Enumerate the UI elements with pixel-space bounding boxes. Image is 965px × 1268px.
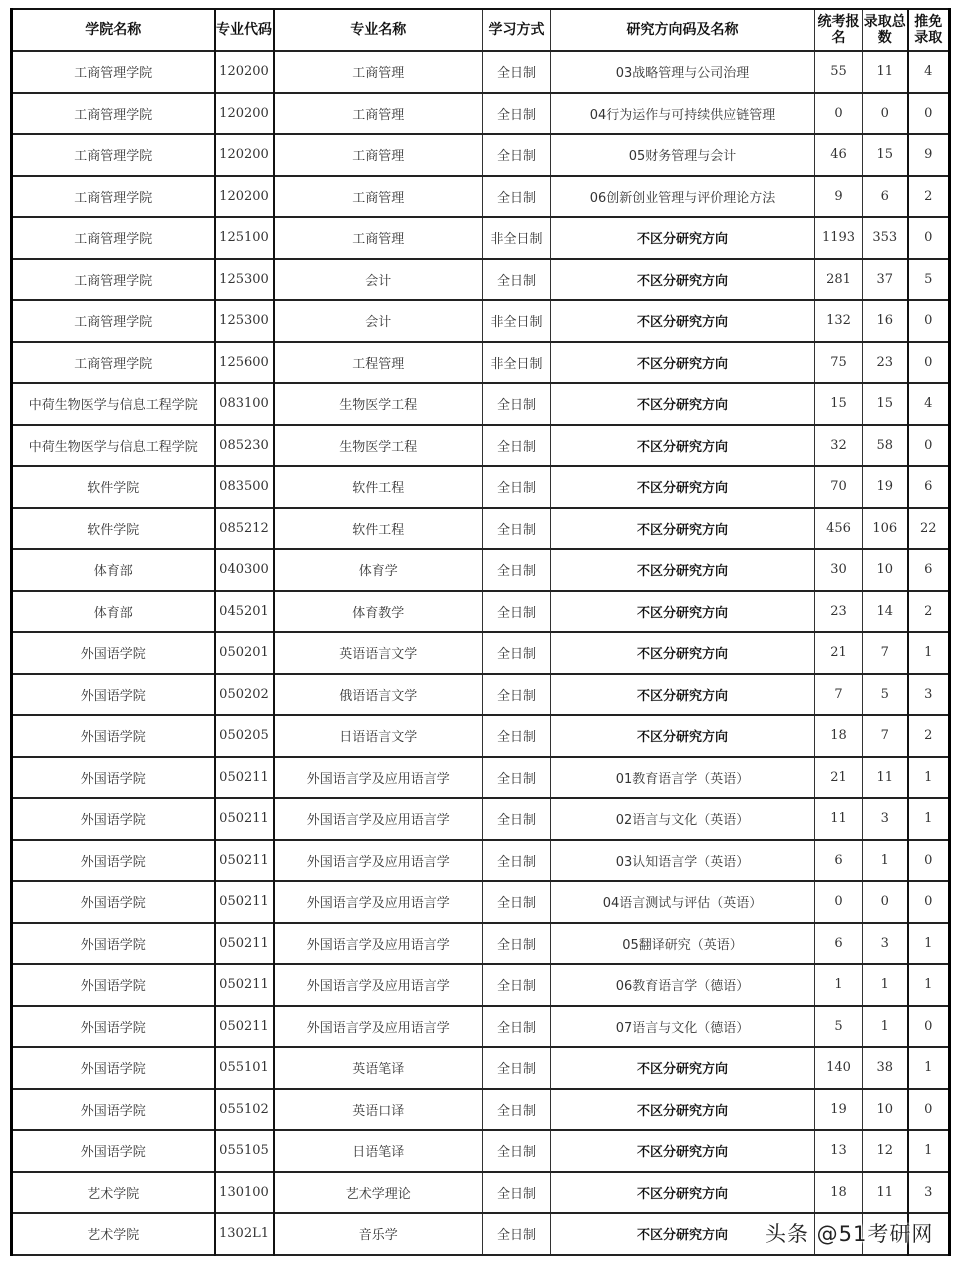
cell-admitted: 12: [863, 1130, 908, 1172]
cell-applicants: 1193: [815, 217, 863, 259]
cell-mode: 全日制: [483, 1089, 551, 1131]
cell-mode: 全日制: [483, 674, 551, 716]
cell-admitted: 10: [863, 1089, 908, 1131]
cell-college: 外国语学院: [12, 1047, 215, 1089]
cell-admitted: 15: [863, 383, 908, 425]
cell-college: 软件学院: [12, 508, 215, 550]
cell-code: 085230: [215, 425, 274, 467]
table-row: [12, 881, 950, 923]
cell-direction: 不区分研究方向: [551, 1172, 815, 1214]
cell-college: 体育部: [12, 549, 215, 591]
cell-mode: 非全日制: [483, 217, 551, 259]
cell-direction: 不区分研究方向: [551, 508, 815, 550]
cell-applicants: 11: [815, 798, 863, 840]
cell-applicants: 5: [815, 1006, 863, 1048]
cell-mode: 全日制: [483, 1047, 551, 1089]
cell-direction: 不区分研究方向: [551, 591, 815, 633]
cell-major: 日语语言文学: [274, 715, 483, 757]
cell-major: 体育教学: [274, 591, 483, 633]
cell-mode: 全日制: [483, 134, 551, 176]
cell-major: 工商管理: [274, 134, 483, 176]
cell-major: 生物医学工程: [274, 425, 483, 467]
cell-college: 工商管理学院: [12, 217, 215, 259]
cell-major: 工程管理: [274, 342, 483, 384]
cell-code: 045201: [215, 591, 274, 633]
cell-applicants: 15: [815, 383, 863, 425]
cell-direction: 不区分研究方向: [551, 1089, 815, 1131]
cell-college: 工商管理学院: [12, 93, 215, 135]
cell-college: 软件学院: [12, 466, 215, 508]
cell-college: 工商管理学院: [12, 134, 215, 176]
table-row: [12, 798, 950, 840]
cell-exempt: 1: [908, 1130, 950, 1172]
table-row: [12, 300, 950, 342]
cell-mode: 非全日制: [483, 300, 551, 342]
cell-college: 外国语学院: [12, 923, 215, 965]
table-row: [12, 840, 950, 882]
cell-applicants: 55: [815, 51, 863, 93]
cell-code: 130100: [215, 1172, 274, 1214]
cell-code: 055101: [215, 1047, 274, 1089]
cell-admitted: 1: [863, 964, 908, 1006]
table-row: [12, 342, 950, 384]
cell-code: 120200: [215, 93, 274, 135]
cell-mode: 全日制: [483, 798, 551, 840]
table-row: [12, 425, 950, 467]
table-row: [12, 176, 950, 218]
cell-applicants: 9: [815, 176, 863, 218]
header-exempt: 推免录取: [908, 9, 950, 51]
cell-code: 050211: [215, 840, 274, 882]
cell-applicants: 46: [815, 134, 863, 176]
cell-code: 125100: [215, 217, 274, 259]
cell-major: 工商管理: [274, 93, 483, 135]
cell-code: 050211: [215, 964, 274, 1006]
cell-code: 050205: [215, 715, 274, 757]
cell-mode: 全日制: [483, 964, 551, 1006]
header-row: [12, 9, 950, 51]
cell-applicants: 6: [815, 840, 863, 882]
cell-college: 中荷生物医学与信息工程学院: [12, 425, 215, 467]
cell-major: 工商管理: [274, 51, 483, 93]
cell-code: 083100: [215, 383, 274, 425]
table-row: [12, 715, 950, 757]
table-row: [12, 1089, 950, 1131]
cell-applicants: 6: [815, 923, 863, 965]
cell-direction: 05翻译研究（英语）: [551, 923, 815, 965]
cell-exempt: 6: [908, 549, 950, 591]
cell-code: 120200: [215, 134, 274, 176]
cell-direction: 06教育语言学（德语）: [551, 964, 815, 1006]
cell-applicants: 19: [815, 1089, 863, 1131]
cell-admitted: 3: [863, 798, 908, 840]
cell-admitted: 11: [863, 757, 908, 799]
cell-mode: 全日制: [483, 881, 551, 923]
header-applicants: 统考报名: [815, 9, 863, 51]
cell-college: 外国语学院: [12, 757, 215, 799]
cell-applicants: 21: [815, 757, 863, 799]
cell-exempt: 1: [908, 798, 950, 840]
cell-direction: 不区分研究方向: [551, 425, 815, 467]
cell-major: 软件工程: [274, 466, 483, 508]
cell-college: 外国语学院: [12, 1006, 215, 1048]
cell-mode: 全日制: [483, 923, 551, 965]
cell-college: 工商管理学院: [12, 342, 215, 384]
table-row: [12, 508, 950, 550]
cell-exempt: 1: [908, 757, 950, 799]
table-row: [12, 93, 950, 135]
cell-direction: 不区分研究方向: [551, 674, 815, 716]
cell-code: 120200: [215, 176, 274, 218]
cell-major: 英语语言文学: [274, 632, 483, 674]
cell-exempt: 0: [908, 300, 950, 342]
header-direction: 研究方向码及名称: [551, 9, 815, 51]
cell-admitted: 0: [863, 881, 908, 923]
cell-admitted: 353: [863, 217, 908, 259]
cell-exempt: 1: [908, 1047, 950, 1089]
cell-applicants: 140: [815, 1047, 863, 1089]
cell-college: 外国语学院: [12, 715, 215, 757]
table-row: [12, 1006, 950, 1048]
cell-code: 055102: [215, 1089, 274, 1131]
table-row: [12, 674, 950, 716]
cell-direction: 不区分研究方向: [551, 383, 815, 425]
cell-direction: 不区分研究方向: [551, 259, 815, 301]
cell-admitted: 7: [863, 715, 908, 757]
cell-major: 英语口译: [274, 1089, 483, 1131]
cell-code: 050211: [215, 798, 274, 840]
cell-college: 外国语学院: [12, 1130, 215, 1172]
cell-mode: 全日制: [483, 425, 551, 467]
cell-admitted: 37: [863, 259, 908, 301]
header-admitted: 录取总数: [863, 9, 908, 51]
cell-code: 055105: [215, 1130, 274, 1172]
cell-exempt: 0: [908, 1089, 950, 1131]
table-row: [12, 591, 950, 633]
cell-direction: 不区分研究方向: [551, 466, 815, 508]
cell-college: 工商管理学院: [12, 51, 215, 93]
cell-mode: 全日制: [483, 549, 551, 591]
cell-major: 工商管理: [274, 217, 483, 259]
cell-code: 083500: [215, 466, 274, 508]
cell-major: 日语笔译: [274, 1130, 483, 1172]
cell-exempt: 0: [908, 217, 950, 259]
header-code: 专业代码: [215, 9, 274, 51]
table-body: [12, 51, 950, 1255]
cell-exempt: 4: [908, 383, 950, 425]
cell-applicants: 21: [815, 632, 863, 674]
cell-major: 外国语言学及应用语言学: [274, 840, 483, 882]
cell-applicants: 281: [815, 259, 863, 301]
cell-mode: 全日制: [483, 715, 551, 757]
cell-code: 1302L1: [215, 1213, 274, 1255]
cell-direction: 05财务管理与会计: [551, 134, 815, 176]
cell-major: 外国语言学及应用语言学: [274, 757, 483, 799]
cell-admitted: 16: [863, 300, 908, 342]
cell-exempt: 5: [908, 259, 950, 301]
cell-exempt: 3: [908, 674, 950, 716]
cell-exempt: 0: [908, 93, 950, 135]
cell-mode: 全日制: [483, 632, 551, 674]
header-college: 学院名称: [12, 9, 215, 51]
cell-major: 工商管理: [274, 176, 483, 218]
cell-major: 会计: [274, 259, 483, 301]
cell-major: 英语笔译: [274, 1047, 483, 1089]
table-row: [12, 757, 950, 799]
cell-college: 外国语学院: [12, 632, 215, 674]
table-row: [12, 134, 950, 176]
cell-applicants: 23: [815, 591, 863, 633]
cell-major: 会计: [274, 300, 483, 342]
cell-college: 中荷生物医学与信息工程学院: [12, 383, 215, 425]
cell-exempt: 0: [908, 881, 950, 923]
cell-major: 外国语言学及应用语言学: [274, 1006, 483, 1048]
cell-admitted: 0: [863, 93, 908, 135]
cell-direction: 不区分研究方向: [551, 632, 815, 674]
table-row: [12, 51, 950, 93]
cell-applicants: 18: [815, 1172, 863, 1214]
cell-exempt: 0: [908, 425, 950, 467]
cell-exempt: 0: [908, 342, 950, 384]
cell-direction: 02语言与文化（英语）: [551, 798, 815, 840]
cell-applicants: 30: [815, 549, 863, 591]
table-row: [12, 1047, 950, 1089]
cell-admitted: 15: [863, 134, 908, 176]
cell-admitted: 19: [863, 466, 908, 508]
table-row: [12, 1172, 950, 1214]
cell-mode: 全日制: [483, 176, 551, 218]
cell-code: 040300: [215, 549, 274, 591]
cell-code: 050202: [215, 674, 274, 716]
cell-admitted: 1: [863, 840, 908, 882]
cell-admitted: 11: [863, 51, 908, 93]
admission-table: [10, 8, 951, 1256]
cell-applicants: 75: [815, 342, 863, 384]
cell-exempt: 0: [908, 1006, 950, 1048]
cell-direction: 不区分研究方向: [551, 300, 815, 342]
cell-college: 外国语学院: [12, 881, 215, 923]
cell-college: 工商管理学院: [12, 300, 215, 342]
table-row: [12, 549, 950, 591]
cell-applicants: 132: [815, 300, 863, 342]
cell-exempt: 2: [908, 591, 950, 633]
cell-exempt: 9: [908, 134, 950, 176]
cell-college: 工商管理学院: [12, 259, 215, 301]
cell-direction: 03认知语言学（英语）: [551, 840, 815, 882]
table-row: [12, 1130, 950, 1172]
cell-code: 125600: [215, 342, 274, 384]
cell-admitted: 106: [863, 508, 908, 550]
cell-admitted: 38: [863, 1047, 908, 1089]
cell-code: 120200: [215, 51, 274, 93]
cell-admitted: 10: [863, 549, 908, 591]
cell-applicants: 70: [815, 466, 863, 508]
cell-code: 050211: [215, 923, 274, 965]
cell-admitted: 58: [863, 425, 908, 467]
cell-code: 085212: [215, 508, 274, 550]
cell-direction: 不区分研究方向: [551, 1130, 815, 1172]
cell-mode: 全日制: [483, 1172, 551, 1214]
cell-admitted: 6: [863, 176, 908, 218]
cell-code: 050211: [215, 1006, 274, 1048]
cell-college: 外国语学院: [12, 964, 215, 1006]
cell-direction: 不区分研究方向: [551, 342, 815, 384]
cell-direction: 07语言与文化（德语）: [551, 1006, 815, 1048]
cell-mode: 全日制: [483, 259, 551, 301]
cell-major: 外国语言学及应用语言学: [274, 798, 483, 840]
cell-college: 艺术学院: [12, 1213, 215, 1255]
cell-mode: 全日制: [483, 840, 551, 882]
cell-mode: 全日制: [483, 93, 551, 135]
cell-exempt: 3: [908, 1172, 950, 1214]
cell-mode: 全日制: [483, 1006, 551, 1048]
cell-admitted: 7: [863, 632, 908, 674]
header-mode: 学习方式: [483, 9, 551, 51]
cell-exempt: 1: [908, 632, 950, 674]
table-row: [12, 964, 950, 1006]
cell-applicants: 1: [815, 964, 863, 1006]
cell-major: 生物医学工程: [274, 383, 483, 425]
cell-college: 工商管理学院: [12, 176, 215, 218]
cell-direction: 04语言测试与评估（英语）: [551, 881, 815, 923]
cell-admitted: 3: [863, 923, 908, 965]
cell-mode: 非全日制: [483, 342, 551, 384]
cell-admitted: 23: [863, 342, 908, 384]
table-row: [12, 259, 950, 301]
cell-mode: 全日制: [483, 757, 551, 799]
header-major: 专业名称: [274, 9, 483, 51]
cell-exempt: 4: [908, 51, 950, 93]
cell-admitted: 1: [863, 1006, 908, 1048]
cell-college: 外国语学院: [12, 1089, 215, 1131]
cell-major: 音乐学: [274, 1213, 483, 1255]
cell-college: 体育部: [12, 591, 215, 633]
cell-major: 软件工程: [274, 508, 483, 550]
cell-admitted: 11: [863, 1172, 908, 1214]
cell-applicants: 456: [815, 508, 863, 550]
cell-major: 外国语言学及应用语言学: [274, 923, 483, 965]
cell-code: 050211: [215, 757, 274, 799]
cell-exempt: 6: [908, 466, 950, 508]
cell-direction: 不区分研究方向: [551, 1047, 815, 1089]
table-row: [12, 383, 950, 425]
cell-mode: 全日制: [483, 591, 551, 633]
cell-exempt: 0: [908, 840, 950, 882]
cell-college: 外国语学院: [12, 674, 215, 716]
cell-college: 艺术学院: [12, 1172, 215, 1214]
cell-mode: 全日制: [483, 466, 551, 508]
cell-mode: 全日制: [483, 383, 551, 425]
cell-direction: 06创新创业管理与评价理论方法: [551, 176, 815, 218]
cell-exempt: 1: [908, 923, 950, 965]
cell-major: 体育学: [274, 549, 483, 591]
cell-major: 外国语言学及应用语言学: [274, 881, 483, 923]
cell-admitted: 5: [863, 674, 908, 716]
cell-college: 外国语学院: [12, 798, 215, 840]
cell-exempt: 2: [908, 176, 950, 218]
cell-exempt: 22: [908, 508, 950, 550]
cell-admitted: 14: [863, 591, 908, 633]
cell-mode: 全日制: [483, 51, 551, 93]
cell-applicants: 32: [815, 425, 863, 467]
table-row: [12, 466, 950, 508]
cell-exempt: 2: [908, 715, 950, 757]
cell-direction: 01教育语言学（英语）: [551, 757, 815, 799]
cell-code: 125300: [215, 259, 274, 301]
cell-applicants: 13: [815, 1130, 863, 1172]
cell-direction: 不区分研究方向: [551, 217, 815, 259]
cell-college: 外国语学院: [12, 840, 215, 882]
cell-major: 艺术学理论: [274, 1172, 483, 1214]
table-row: [12, 217, 950, 259]
cell-applicants: 18: [815, 715, 863, 757]
cell-major: 俄语语言文学: [274, 674, 483, 716]
cell-mode: 全日制: [483, 508, 551, 550]
cell-exempt: 1: [908, 964, 950, 1006]
cell-direction: 不区分研究方向: [551, 1213, 815, 1255]
cell-direction: 03战略管理与公司治理: [551, 51, 815, 93]
cell-applicants: 0: [815, 881, 863, 923]
cell-direction: 不区分研究方向: [551, 715, 815, 757]
cell-code: 125300: [215, 300, 274, 342]
cell-code: 050211: [215, 881, 274, 923]
cell-code: 050201: [215, 632, 274, 674]
cell-mode: 全日制: [483, 1130, 551, 1172]
cell-mode: 全日制: [483, 1213, 551, 1255]
cell-direction: 不区分研究方向: [551, 549, 815, 591]
cell-applicants: 0: [815, 93, 863, 135]
table-row: [12, 923, 950, 965]
table-row: [12, 632, 950, 674]
watermark: 头条 @51考研网: [765, 1222, 934, 1246]
cell-applicants: 7: [815, 674, 863, 716]
cell-direction: 04行为运作与可持续供应链管理: [551, 93, 815, 135]
cell-major: 外国语言学及应用语言学: [274, 964, 483, 1006]
